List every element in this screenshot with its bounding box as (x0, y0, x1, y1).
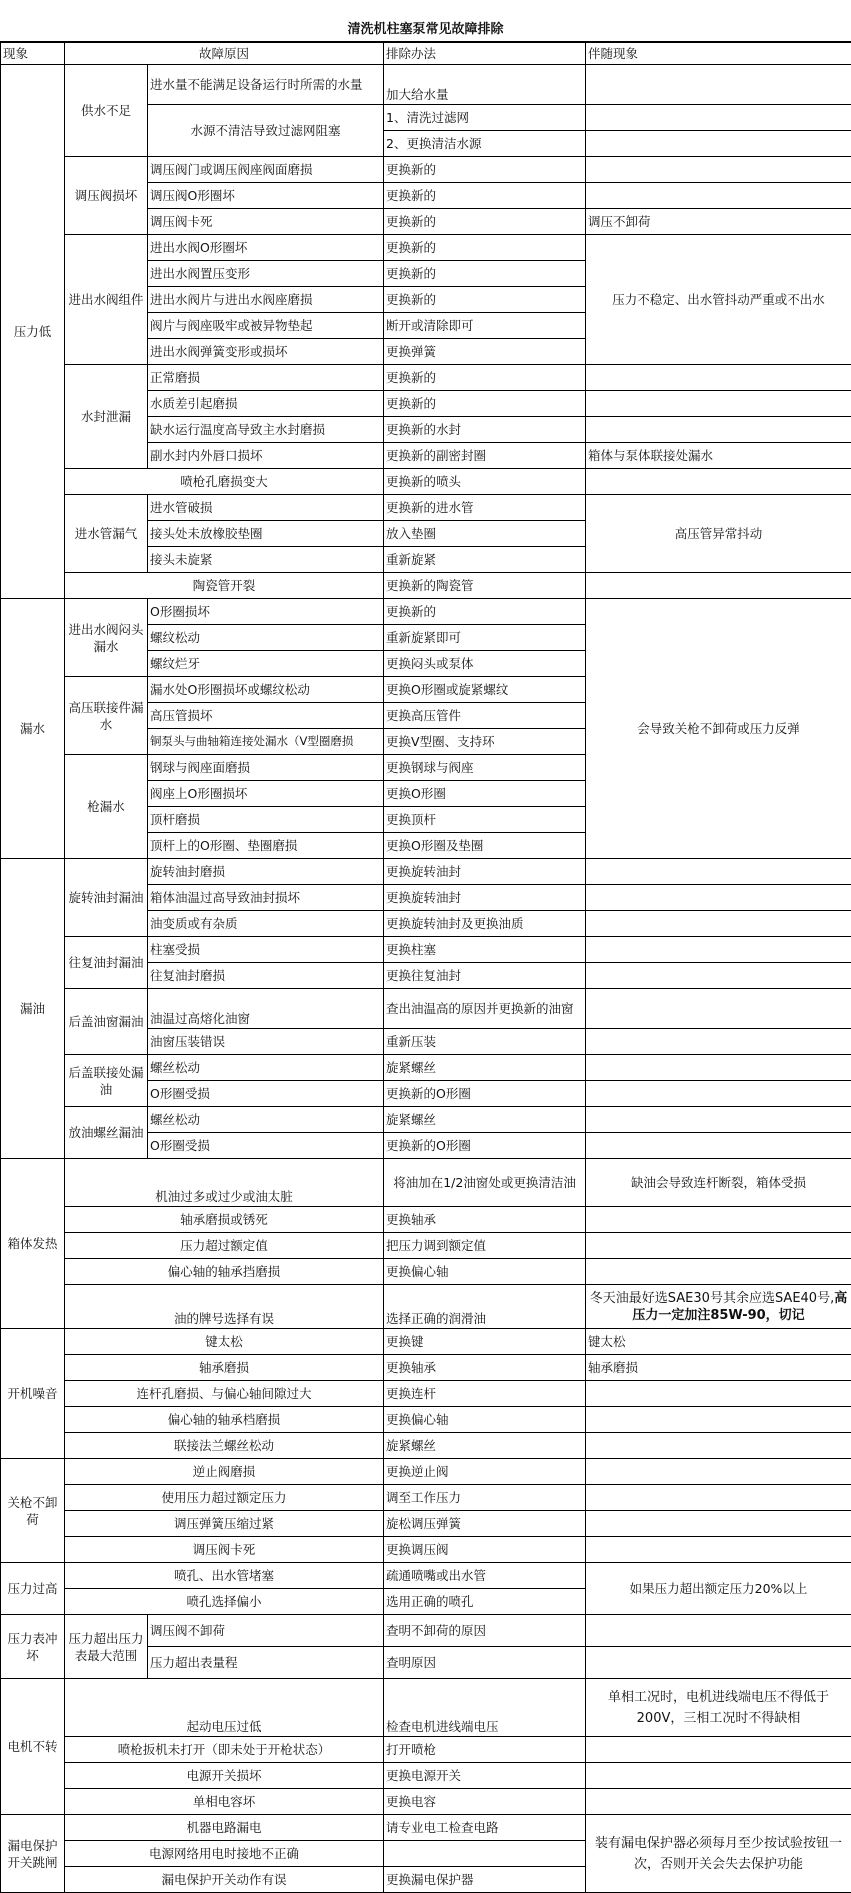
cause-cell: 轴承磨损或锈死 (65, 1207, 384, 1233)
table-row (1, 1615, 851, 1647)
remedy-cell: 查出油温高的原因并更换新的油窗 (384, 989, 586, 1029)
remedy-cell (384, 1841, 586, 1867)
remedy-cell: 更换偏心轴 (384, 1259, 586, 1285)
remedy-cell: 更换键 (384, 1329, 586, 1355)
cause-cell: 水质差引起磨损 (148, 391, 384, 417)
table-row (1, 235, 851, 261)
table-row (1, 65, 851, 105)
cause-cell: 高压管损坏 (148, 703, 384, 729)
symptom-cell (586, 1789, 851, 1815)
remedy-cell: 更换柱塞 (384, 937, 586, 963)
remedy-cell: 旋紧螺丝 (384, 1055, 586, 1081)
symptom-cell (586, 1511, 851, 1537)
symptom-cell (586, 885, 851, 911)
remedy-cell: 旋紧螺丝 (384, 1107, 586, 1133)
remedy-cell: 更换新的 (384, 391, 586, 417)
remedy-cell: 更换电源开关 (384, 1763, 586, 1789)
cause-cell: O形圈受损 (148, 1081, 384, 1107)
symptom-cell (586, 1433, 851, 1459)
remedy-cell: 检查电机进线端电压 (384, 1679, 586, 1737)
cause-cell: 油温过高熔化油窗 (148, 989, 384, 1029)
oil-note-text: 冬天油最好选SAE30号其余应选SAE40号, (589, 1290, 835, 1306)
table-row (1, 573, 851, 599)
remedy-cell: 更换新的 (384, 261, 586, 287)
symptom-cell (586, 1485, 851, 1511)
remedy-cell: 更换V型圈、支持环 (384, 729, 586, 755)
troubleshooting-table (0, 42, 851, 1893)
symptom-cell: 调压不卸荷 (586, 209, 851, 235)
remedy-cell: 更换新的 (384, 209, 586, 235)
symptom-cell (586, 911, 851, 937)
remedy-cell: 把压力调到额定值 (384, 1233, 586, 1259)
remedy-cell: 选择正确的润滑油 (384, 1285, 586, 1329)
cause-cell: 进出水阀O形圈坏 (148, 235, 384, 261)
symptom-cell (586, 1407, 851, 1433)
remedy-cell: 疏通喷嘴或出水管 (384, 1563, 586, 1589)
cause-cell: 柱塞受损 (148, 937, 384, 963)
phenomenon-cell: 压力低 (1, 65, 65, 599)
cause-cell: 油变质或有杂质 (148, 911, 384, 937)
remedy-cell: 更换高压管件 (384, 703, 586, 729)
remedy-cell: 打开喷枪 (384, 1737, 586, 1763)
symptom-cell (586, 157, 851, 183)
phenomenon-cell: 漏水 (1, 599, 65, 859)
cause-cell: 电源开关损坏 (65, 1763, 384, 1789)
phenomenon-cell: 箱体发热 (1, 1159, 65, 1329)
cause-cell: 机器电路漏电 (65, 1815, 384, 1841)
sub-cause-cell: 旋转油封漏油 (65, 859, 148, 937)
cause-cell: 喷孔、出水管堵塞 (65, 1563, 384, 1589)
symptom-cell (586, 1459, 851, 1485)
remedy-cell: 更换新的喷头 (384, 469, 586, 495)
remedy-cell: 旋紧螺丝 (384, 1433, 586, 1459)
cause-cell: 单相电容坏 (65, 1789, 384, 1815)
remedy-cell: 2、更换清洁水源 (384, 131, 586, 157)
remedy-cell: 更换连杆 (384, 1381, 586, 1407)
cause-cell: 进水量不能满足设备运行时所需的水量 (148, 65, 384, 105)
symptom-cell (586, 1107, 851, 1133)
symptom-cell: 高压管异常抖动 (586, 495, 851, 573)
symptom-cell (586, 1763, 851, 1789)
cause-cell: 漏水处O形圈损坏或螺纹松动 (148, 677, 384, 703)
cause-cell: 喷孔选择偏小 (65, 1589, 384, 1615)
phenomenon-cell: 开机噪音 (1, 1329, 65, 1459)
cause-cell: 进出水阀片与进出水阀座磨损 (148, 287, 384, 313)
remedy-cell: 调至工作压力 (384, 1485, 586, 1511)
table-row (1, 365, 851, 391)
symptom-cell (586, 1381, 851, 1407)
symptom-cell (586, 391, 851, 417)
table-row (1, 859, 851, 885)
remedy-cell: 更换新的 (384, 365, 586, 391)
cause-cell: 电源网络用电时接地不正确 (65, 1841, 384, 1867)
symptom-cell: 轴承磨损 (586, 1355, 851, 1381)
remedy-cell: 更换新的 (384, 183, 586, 209)
header-phenomenon: 现象 (1, 43, 65, 65)
cause-cell: 压力超出表量程 (148, 1647, 384, 1679)
symptom-cell (586, 469, 851, 495)
table-row (1, 1737, 851, 1763)
table-row (1, 1207, 851, 1233)
table-row (1, 1563, 851, 1589)
remedy-cell: 更换O形圈及垫圈 (384, 833, 586, 859)
cause-cell: 副水封内外唇口损坏 (148, 443, 384, 469)
cause-cell: 逆止阀磨损 (65, 1459, 384, 1485)
cause-cell: O形圈损坏 (148, 599, 384, 625)
table-row (1, 1285, 851, 1329)
cause-cell: 铜泵头与曲轴箱连接处漏水（V型圈磨损 (148, 729, 384, 755)
symptom-cell: 装有漏电保护器必须每月至少按试验按钮一次，否则开关会失去保护功能 (586, 1815, 851, 1893)
cause-cell: 箱体油温过高导致油封损坏 (148, 885, 384, 911)
table-row (1, 1433, 851, 1459)
table-row (1, 1355, 851, 1381)
symptom-cell (586, 183, 851, 209)
table-row (1, 1459, 851, 1485)
sub-cause-cell: 枪漏水 (65, 755, 148, 859)
cause-cell: 喷枪孔磨损变大 (65, 469, 384, 495)
cause-cell: 旋转油封磨损 (148, 859, 384, 885)
cause-cell: 调压弹簧压缩过紧 (65, 1511, 384, 1537)
table-row (1, 1763, 851, 1789)
remedy-cell: 更换轴承 (384, 1355, 586, 1381)
cause-cell: 调压阀门或调压阀座阀面磨损 (148, 157, 384, 183)
remedy-cell: 重新压装 (384, 1029, 586, 1055)
table-row (1, 1679, 851, 1737)
table-row (1, 1815, 851, 1841)
symptom-cell (586, 963, 851, 989)
sub-cause-cell: 进出水阀组件 (65, 235, 148, 365)
remedy-cell: 更换逆止阀 (384, 1459, 586, 1485)
symptom-cell (586, 365, 851, 391)
sub-cause-cell: 高压联接件漏水 (65, 677, 148, 755)
remedy-cell: 更换调压阀 (384, 1537, 586, 1563)
remedy-cell: 加大给水量 (384, 65, 586, 105)
cause-cell: 进出水阀置压变形 (148, 261, 384, 287)
table-row (1, 1233, 851, 1259)
phenomenon-cell: 压力过高 (1, 1563, 65, 1615)
symptom-cell (586, 989, 851, 1029)
remedy-cell: 更换新的 (384, 235, 586, 261)
page-title: 清洗机柱塞泵常见故障排除 (347, 22, 504, 37)
remedy-cell: 更换漏电保护器 (384, 1867, 586, 1893)
remedy-cell: 1、清洗过滤网 (384, 105, 586, 131)
phenomenon-cell: 漏油 (1, 859, 65, 1159)
sub-cause-cell: 调压阀损坏 (65, 157, 148, 235)
cause-cell: 水源不清洁导致过滤网阻塞 (148, 105, 384, 157)
cause-cell: 喷枪扳机未打开（即未处于开枪状态） (65, 1737, 384, 1763)
remedy-cell: 更换新的O形圈 (384, 1081, 586, 1107)
remedy-cell: 更换新的水封 (384, 417, 586, 443)
symptom-cell (586, 1055, 851, 1081)
header-symptom: 伴随现象 (586, 43, 851, 65)
title-row (0, 0, 851, 42)
remedy-cell: 更换新的进水管 (384, 495, 586, 521)
sub-cause-cell: 供水不足 (65, 65, 148, 157)
table-row (1, 1537, 851, 1563)
cause-cell: 压力超过额定值 (65, 1233, 384, 1259)
table-row (1, 937, 851, 963)
cause-cell: 阀座上O形圈损坏 (148, 781, 384, 807)
table-row (1, 1485, 851, 1511)
remedy-cell: 更换O形圈或旋紧螺纹 (384, 677, 586, 703)
header-remedy: 排除办法 (384, 43, 586, 65)
symptom-cell: 会导致关枪不卸荷或压力反弹 (586, 599, 851, 859)
sub-cause-cell: 压力超出压力表最大范围 (65, 1615, 148, 1679)
symptom-cell (586, 1081, 851, 1107)
cause-cell: 缺水运行温度高导致主水封磨损 (148, 417, 384, 443)
remedy-cell: 更换新的O形圈 (384, 1133, 586, 1159)
table-row (1, 1159, 851, 1207)
table-row (1, 1329, 851, 1355)
table-row (1, 1407, 851, 1433)
sub-cause-cell: 水封泄漏 (65, 365, 148, 469)
table-row (1, 1511, 851, 1537)
remedy-cell: 请专业电工检查电路 (384, 1815, 586, 1841)
table-row (1, 495, 851, 521)
table-row (1, 1259, 851, 1285)
remedy-cell: 查明不卸荷的原因 (384, 1615, 586, 1647)
cause-cell: 调压阀O形圈坏 (148, 183, 384, 209)
table-row (1, 1789, 851, 1815)
cause-cell: 接头未旋紧 (148, 547, 384, 573)
sub-cause-cell: 往复油封漏油 (65, 937, 148, 989)
cause-cell: 调压阀卡死 (65, 1537, 384, 1563)
cause-cell: 螺丝松动 (148, 1107, 384, 1133)
remedy-cell: 更换O形圈 (384, 781, 586, 807)
remedy-cell: 旋松调压弹簧 (384, 1511, 586, 1537)
cause-cell: O形圈受损 (148, 1133, 384, 1159)
remedy-cell: 更换偏心轴 (384, 1407, 586, 1433)
remedy-cell: 更换弹簧 (384, 339, 586, 365)
symptom-cell (586, 131, 851, 157)
remedy-cell: 更换轴承 (384, 1207, 586, 1233)
symptom-cell (586, 417, 851, 443)
sub-cause-cell: 放油螺丝漏油 (65, 1107, 148, 1159)
symptom-cell (586, 65, 851, 105)
header-row (1, 43, 851, 65)
remedy-cell: 更换电容 (384, 1789, 586, 1815)
cause-cell: 陶瓷管开裂 (65, 573, 384, 599)
cause-cell: 往复油封磨损 (148, 963, 384, 989)
cause-cell: 使用压力超过额定压力 (65, 1485, 384, 1511)
remedy-cell: 查明原因 (384, 1647, 586, 1679)
symptom-cell (586, 1537, 851, 1563)
symptom-cell (586, 859, 851, 885)
cause-cell: 阀片与阀座吸牢或被异物垫起 (148, 313, 384, 339)
remedy-cell: 更换往复油封 (384, 963, 586, 989)
symptom-cell (586, 573, 851, 599)
remedy-cell: 更换新的 (384, 157, 586, 183)
cause-cell: 油窗压装错误 (148, 1029, 384, 1055)
cause-cell: 油的牌号选择有误 (65, 1285, 384, 1329)
cause-cell: 联接法兰螺丝松动 (65, 1433, 384, 1459)
cause-cell: 正常磨损 (148, 365, 384, 391)
remedy-cell: 将油加在1/2油窗处或更换清洁油 (384, 1159, 586, 1207)
remedy-cell: 更换新的 (384, 287, 586, 313)
symptom-cell: 压力不稳定、出水管抖动严重或不出水 (586, 235, 851, 365)
cause-cell: 调压阀不卸荷 (148, 1615, 384, 1647)
remedy-cell: 更换新的副密封圈 (384, 443, 586, 469)
symptom-cell (586, 937, 851, 963)
table-row (1, 599, 851, 625)
sub-cause-cell: 进出水阀闷头漏水 (65, 599, 148, 677)
cause-cell: 漏电保护开关动作有误 (65, 1867, 384, 1893)
remedy-cell: 更换新的陶瓷管 (384, 573, 586, 599)
cause-cell: 螺纹松动 (148, 625, 384, 651)
symptom-cell: 如果压力超出额定压力20%以上 (586, 1563, 851, 1615)
sub-cause-cell: 后盖油窗漏油 (65, 989, 148, 1055)
cause-cell: 偏心轴的轴承挡磨损 (65, 1259, 384, 1285)
cause-cell: 机油过多或过少或油太脏 (65, 1159, 384, 1207)
cause-cell: 进出水阀弹簧变形或损坏 (148, 339, 384, 365)
cause-cell: 起动电压过低 (65, 1679, 384, 1737)
symptom-cell: 缺油会导致连杆断裂，箱体受损 (586, 1159, 851, 1207)
remedy-cell: 放入垫圈 (384, 521, 586, 547)
symptom-cell (586, 1737, 851, 1763)
oil-note-bold: 高压力一定加注85W-90，切记 (632, 1290, 848, 1323)
phenomenon-cell: 关枪不卸荷 (1, 1459, 65, 1563)
cause-cell: 螺纹烂牙 (148, 651, 384, 677)
table-row (1, 157, 851, 183)
remedy-cell: 选用正确的喷孔 (384, 1589, 586, 1615)
remedy-cell: 更换闷头或泵体 (384, 651, 586, 677)
symptom-cell: 键太松 (586, 1329, 851, 1355)
header-cause: 故障原因 (65, 43, 384, 65)
cause-cell: 进水管破损 (148, 495, 384, 521)
cause-cell: 螺丝松动 (148, 1055, 384, 1081)
table-row (1, 469, 851, 495)
cause-cell: 接头处未放橡胶垫圈 (148, 521, 384, 547)
cause-cell: 连杆孔磨损、与偏心轴间隙过大 (65, 1381, 384, 1407)
cause-cell: 顶杆磨损 (148, 807, 384, 833)
phenomenon-cell: 压力表冲坏 (1, 1615, 65, 1679)
symptom-cell: 箱体与泵体联接处漏水 (586, 443, 851, 469)
phenomenon-cell: 漏电保护开关跳闸 (1, 1815, 65, 1893)
table-row (1, 989, 851, 1029)
symptom-cell (586, 1029, 851, 1055)
cause-cell: 顶杆上的O形圈、垫圈磨损 (148, 833, 384, 859)
symptom-cell (586, 1133, 851, 1159)
symptom-cell (586, 1259, 851, 1285)
remedy-cell: 更换新的 (384, 599, 586, 625)
cause-cell: 键太松 (65, 1329, 384, 1355)
symptom-cell: 单相工况时，电机进线端电压不得低于200V，三相工况时不得缺相 (586, 1679, 851, 1737)
remedy-cell: 重新旋紧即可 (384, 625, 586, 651)
symptom-cell (586, 1285, 851, 1329)
cause-cell: 偏心轴的轴承档磨损 (65, 1407, 384, 1433)
remedy-cell: 更换旋转油封 (384, 859, 586, 885)
table-row (1, 1055, 851, 1081)
cause-cell: 调压阀卡死 (148, 209, 384, 235)
symptom-cell (586, 1233, 851, 1259)
remedy-cell: 断开或清除即可 (384, 313, 586, 339)
remedy-cell: 更换旋转油封 (384, 885, 586, 911)
phenomenon-cell: 电机不转 (1, 1679, 65, 1815)
remedy-cell: 更换钢球与阀座 (384, 755, 586, 781)
table-row (1, 1107, 851, 1133)
remedy-cell: 更换顶杆 (384, 807, 586, 833)
symptom-cell (586, 105, 851, 131)
symptom-cell (586, 1615, 851, 1647)
symptom-cell (586, 1647, 851, 1679)
symptom-cell (586, 1207, 851, 1233)
cause-cell: 轴承磨损 (65, 1355, 384, 1381)
remedy-cell: 更换旋转油封及更换油质 (384, 911, 586, 937)
sub-cause-cell: 后盖联接处漏油 (65, 1055, 148, 1107)
sub-cause-cell: 进水管漏气 (65, 495, 148, 573)
remedy-cell: 重新旋紧 (384, 547, 586, 573)
table-row (1, 1381, 851, 1407)
cause-cell: 钢球与阀座面磨损 (148, 755, 384, 781)
